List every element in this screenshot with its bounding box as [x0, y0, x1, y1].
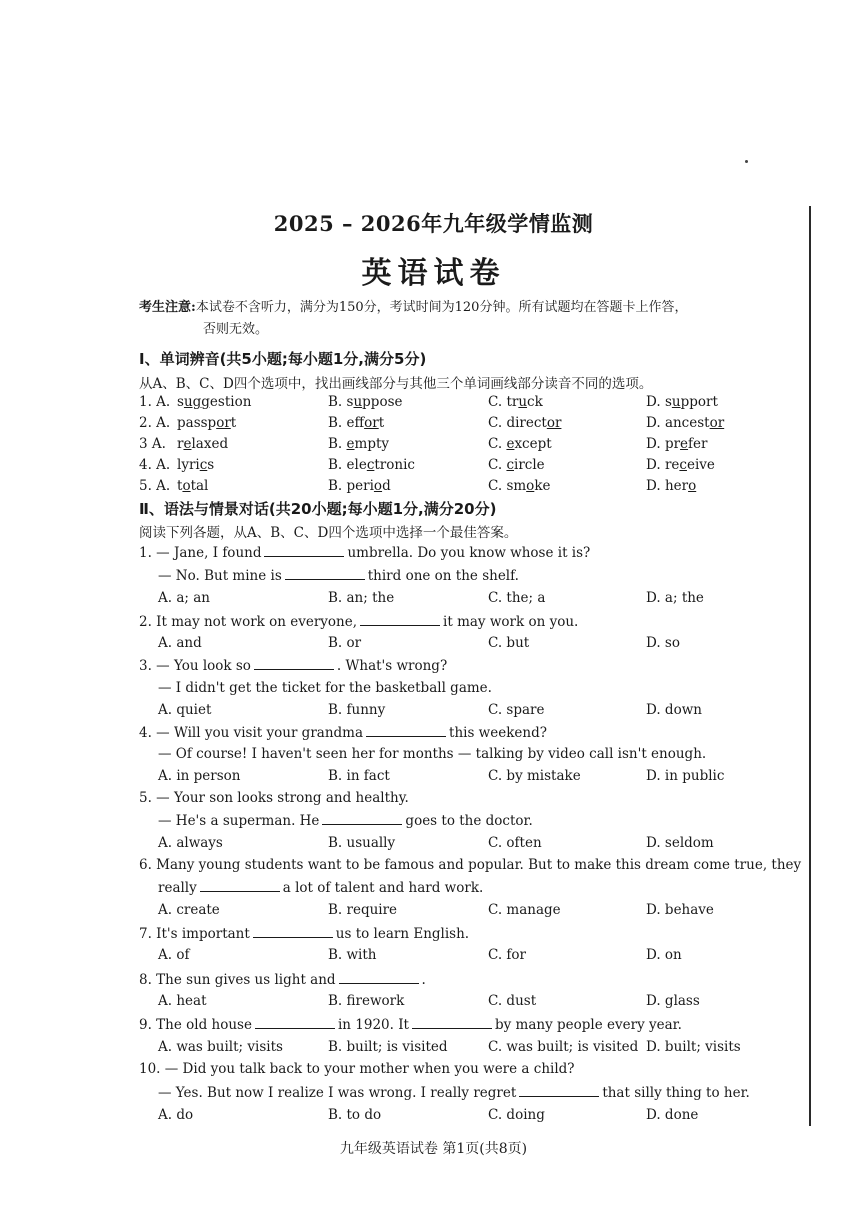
option-a: A. create: [158, 902, 220, 918]
word-option: B. empty: [328, 436, 390, 452]
question-number: 4. A.: [139, 457, 171, 473]
option-b: B. funny: [328, 702, 386, 718]
option-d: D. so: [646, 635, 680, 651]
option-d: D. in public: [646, 768, 725, 784]
q10-options: [139, 1107, 809, 1129]
option-c: C. dust: [488, 993, 537, 1009]
section1-heading: Ⅰ、单词辨音(共5小题;每小题1分,满分5分): [139, 350, 427, 368]
option-b: B. or: [328, 635, 362, 651]
option-b: B. an; the: [328, 590, 395, 606]
answer-blank: [200, 879, 280, 892]
option-c: C. was built; is visited: [488, 1039, 639, 1055]
answer-blank: [254, 657, 334, 670]
section2-heading: Ⅱ、语法与情景对话(共20小题;每小题1分,满分20分): [139, 500, 497, 518]
option-d: D. done: [646, 1107, 699, 1123]
option-d: D. down: [646, 702, 702, 718]
margin-rule: [809, 206, 811, 1126]
word-option: D. hero: [646, 478, 697, 494]
q6-line1: 6. Many young students want to be famous and popular. But to make this dream come true, they: [139, 857, 802, 873]
question-number: 3 A.: [139, 436, 166, 452]
option-a: A. of: [158, 947, 190, 963]
option-a: A. always: [158, 835, 223, 851]
q3-line2: — I didn't get the ticket for the basketball game.: [158, 680, 492, 696]
option-d: D. on: [646, 947, 682, 963]
word-option: B. electronic: [328, 457, 415, 473]
option-a: A. quiet: [158, 702, 212, 718]
option-c: C. for: [488, 947, 527, 963]
word-option: suggestion: [177, 394, 252, 410]
option-b: B. firework: [328, 993, 405, 1009]
section1-instruction: 从A、B、C、D四个选项中，找出画线部分与其他三个单词画线部分读音不同的选项。: [139, 376, 653, 392]
answer-blank: [339, 971, 419, 984]
word-option: C. circle: [488, 457, 545, 473]
word-option: total: [177, 478, 209, 494]
q2-options: [139, 635, 809, 657]
q10-line2: — Yes. But now I realize I was wrong. I really regret that silly thing to her.: [158, 1085, 750, 1101]
q7-options: [139, 947, 809, 969]
word-option: C. smoke: [488, 478, 551, 494]
q1-line1: 1. — Jane, I found umbrella. Do you know whose it is?: [139, 545, 591, 561]
question-number: 2. A.: [139, 415, 171, 431]
option-d: D. glass: [646, 993, 700, 1009]
word-option: D. support: [646, 394, 718, 410]
q4-options: [139, 768, 809, 790]
scan-dot: [745, 160, 748, 163]
q4-line1: 4. — Will you visit your grandma this weekend?: [139, 725, 547, 741]
option-c: C. manage: [488, 902, 561, 918]
q7-line1: 7. It's important us to learn English.: [139, 926, 470, 942]
answer-blank: [360, 613, 440, 626]
q9-line1: 9. The old house in 1920. It by many people every year.: [139, 1017, 682, 1033]
word-option: D. prefer: [646, 436, 708, 452]
q3-options: [139, 702, 809, 724]
word-option: C. truck: [488, 394, 543, 410]
word-row: [139, 394, 809, 416]
option-d: D. behave: [646, 902, 714, 918]
option-b: B. built; is visited: [328, 1039, 448, 1055]
word-option: B. period: [328, 478, 391, 494]
word-option: passport: [177, 415, 237, 431]
option-c: C. spare: [488, 702, 545, 718]
page-footer: 九年级英语试卷 第1页(共8页): [339, 1141, 528, 1157]
option-a: A. was built; visits: [158, 1039, 283, 1055]
q9-options: [139, 1039, 809, 1061]
q10-line1: 10. — Did you talk back to your mother when you were a child?: [139, 1061, 575, 1077]
q2-line1: 2. It may not work on everyone, it may work on you.: [139, 614, 579, 630]
q8-line1: 8. The sun gives us light and .: [139, 972, 426, 988]
option-c: C. but: [488, 635, 530, 651]
answer-blank: [322, 812, 402, 825]
word-option: D. ancestor: [646, 415, 725, 431]
option-c: C. the; a: [488, 590, 546, 606]
q8-options: [139, 993, 809, 1015]
answer-blank: [253, 925, 333, 938]
option-c: C. doing: [488, 1107, 545, 1123]
option-a: A. and: [158, 635, 202, 651]
option-d: D. built; visits: [646, 1039, 741, 1055]
word-option: relaxed: [177, 436, 229, 452]
word-row: [139, 478, 809, 500]
word-option: D. receive: [646, 457, 715, 473]
word-row: [139, 415, 809, 437]
option-b: B. require: [328, 902, 398, 918]
question-number: 5. A.: [139, 478, 171, 494]
option-a: A. a; an: [158, 590, 210, 606]
exam-year-title: 2025 – 2026年九年级学情监测: [273, 211, 594, 236]
answer-blank: [264, 544, 344, 557]
q6-line2: really a lot of talent and hard work.: [158, 880, 484, 896]
q5-line2: — He's a superman. He goes to the doctor.: [158, 813, 533, 829]
answer-blank: [255, 1016, 335, 1029]
option-a: A. do: [158, 1107, 194, 1123]
q5-options: [139, 835, 809, 857]
option-b: B. usually: [328, 835, 396, 851]
section2-instruction: 阅读下列各题，从A、B、C、D四个选项中选择一个最佳答案。: [139, 525, 518, 541]
word-option: C. director: [488, 415, 562, 431]
option-b: B. with: [328, 947, 377, 963]
option-b: B. in fact: [328, 768, 390, 784]
answer-blank: [366, 724, 446, 737]
option-c: C. often: [488, 835, 542, 851]
answer-blank: [412, 1016, 492, 1029]
q6-options: [139, 902, 809, 924]
q1-options: [139, 590, 809, 612]
option-d: D. seldom: [646, 835, 714, 851]
word-row: [139, 436, 809, 458]
word-row: [139, 457, 809, 479]
notice-label: 考生注意:: [139, 300, 196, 315]
option-a: A. in person: [158, 768, 241, 784]
q4-line2: — Of course! I haven't seen her for months — talking by video call isn't enough.: [158, 746, 707, 762]
word-option: B. effort: [328, 415, 385, 431]
option-b: B. to do: [328, 1107, 382, 1123]
word-option: B. suppose: [328, 394, 403, 410]
word-option: C. except: [488, 436, 552, 452]
exam-subject-title: 英语试卷: [361, 256, 506, 291]
answer-blank: [519, 1084, 599, 1097]
exam-notice: [139, 297, 789, 341]
q1-line2: — No. But mine is third one on the shelf.: [158, 568, 519, 584]
word-option: lyrics: [177, 457, 215, 473]
option-d: D. a; the: [646, 590, 704, 606]
notice-line1: 本试卷不含听力，满分为150分，考试时间为120分钟。所有试题均在答题卡上作答，: [195, 300, 688, 315]
notice-line2: 否则无效。: [203, 322, 269, 337]
option-a: A. heat: [158, 993, 207, 1009]
q5-line1: 5. — Your son looks strong and healthy.: [139, 790, 409, 806]
q3-line1: 3. — You look so . What's wrong?: [139, 658, 448, 674]
question-number: 1. A.: [139, 394, 171, 410]
option-c: C. by mistake: [488, 768, 581, 784]
answer-blank: [285, 567, 365, 580]
